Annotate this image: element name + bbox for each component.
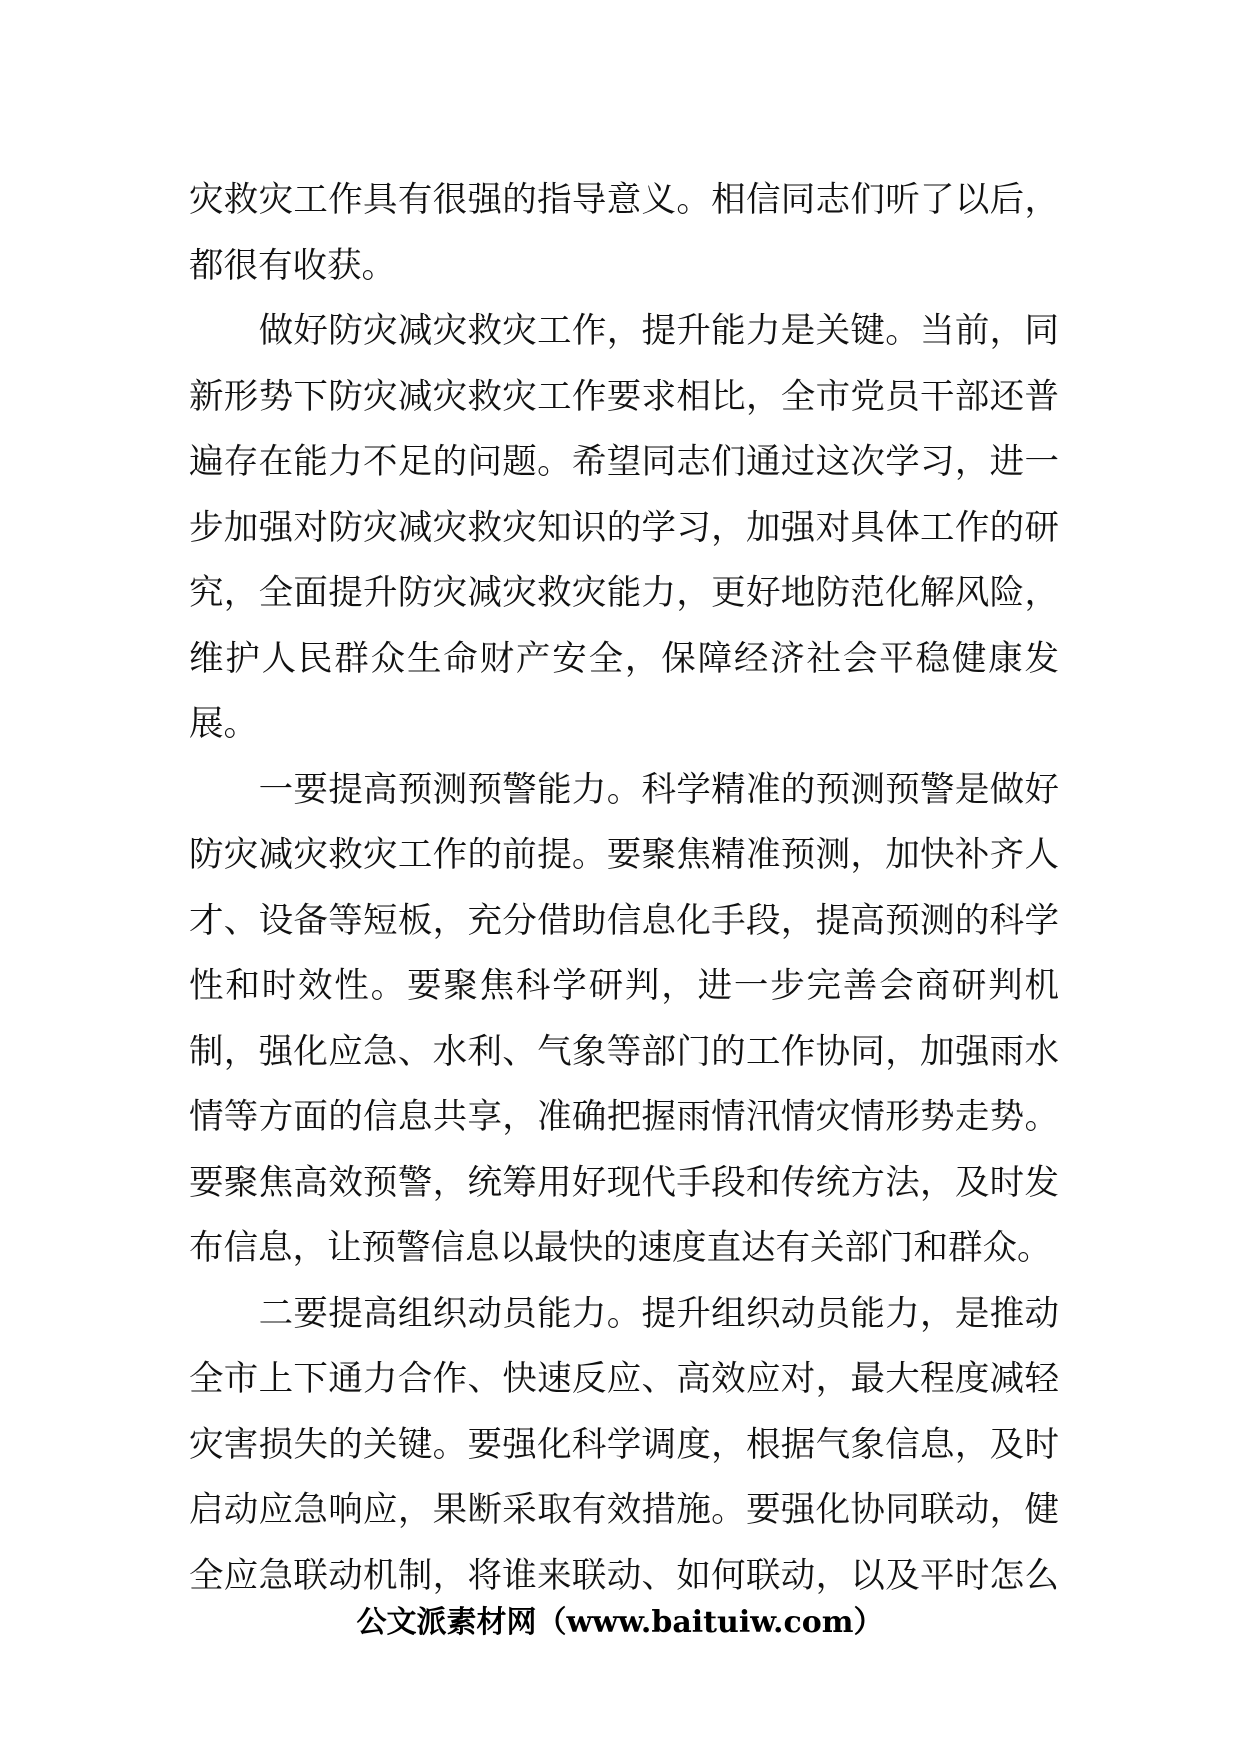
text-line: 性和时效性。要聚焦科学研判，进一步完善会商研判机 — [189, 966, 1059, 1006]
footer-watermark: 公文派素材网（www.baituiw.com） — [356, 1605, 884, 1640]
text-line: 布信息，让预警信息以最快的速度直达有关部门和群众。 — [189, 1228, 1052, 1268]
text-line: 遍存在能力不足的问题。希望同志们通过这次学习，进一 — [189, 442, 1059, 482]
text-line: 一要提高预测预警能力。科学精准的预测预警是做好 — [189, 769, 1059, 810]
text-line: 要聚焦高效预警，统筹用好现代手段和传统方法，及时发 — [189, 1162, 1059, 1203]
text-line: 究，全面提升防灾减灾救灾能力，更好地防范化解风险， — [189, 573, 1059, 613]
document-body — [189, 168, 1059, 1609]
text-line: 制，强化应急、水利、气象等部门的工作协同，加强雨水 — [189, 1031, 1059, 1072]
text-line: 展。 — [189, 704, 258, 744]
text-line: 防灾减灾救灾工作的前提。要聚焦精准预测，加快补齐人 — [189, 835, 1059, 875]
text-line: 灾救灾工作具有很强的指导意义。相信同志们听了以后， — [189, 180, 1059, 220]
text-line: 情等方面的信息共享，准确把握雨情汛情灾情形势走势。 — [189, 1097, 1059, 1137]
text-line: 做好防灾减灾救灾工作，提升能力是关键。当前，同 — [189, 311, 1059, 351]
text-line: 新形势下防灾减灾救灾工作要求相比，全市党员干部还普 — [189, 376, 1059, 417]
text-line: 步加强对防灾减灾救灾知识的学习，加强对具体工作的研 — [189, 507, 1059, 548]
text-line: 二要提高组织动员能力。提升组织动员能力，是推动 — [189, 1293, 1059, 1334]
text-line: 全市上下通力合作、快速反应、高效应对，最大程度减轻 — [189, 1359, 1059, 1399]
text-line: 灾害损失的关键。要强化科学调度，根据气象信息，及时 — [189, 1424, 1059, 1465]
text-line: 启动应急响应，果断采取有效措施。要强化协同联动，健 — [189, 1490, 1059, 1530]
text-line: 才、设备等短板，充分借助信息化手段，提高预测的科学 — [189, 900, 1059, 941]
text-line: 维护人民群众生命财产安全，保障经济社会平稳健康发 — [189, 638, 1059, 679]
text-line: 都很有收获。 — [189, 245, 396, 286]
text-line: 全应急联动机制，将谁来联动、如何联动，以及平时怎么 — [189, 1555, 1059, 1596]
